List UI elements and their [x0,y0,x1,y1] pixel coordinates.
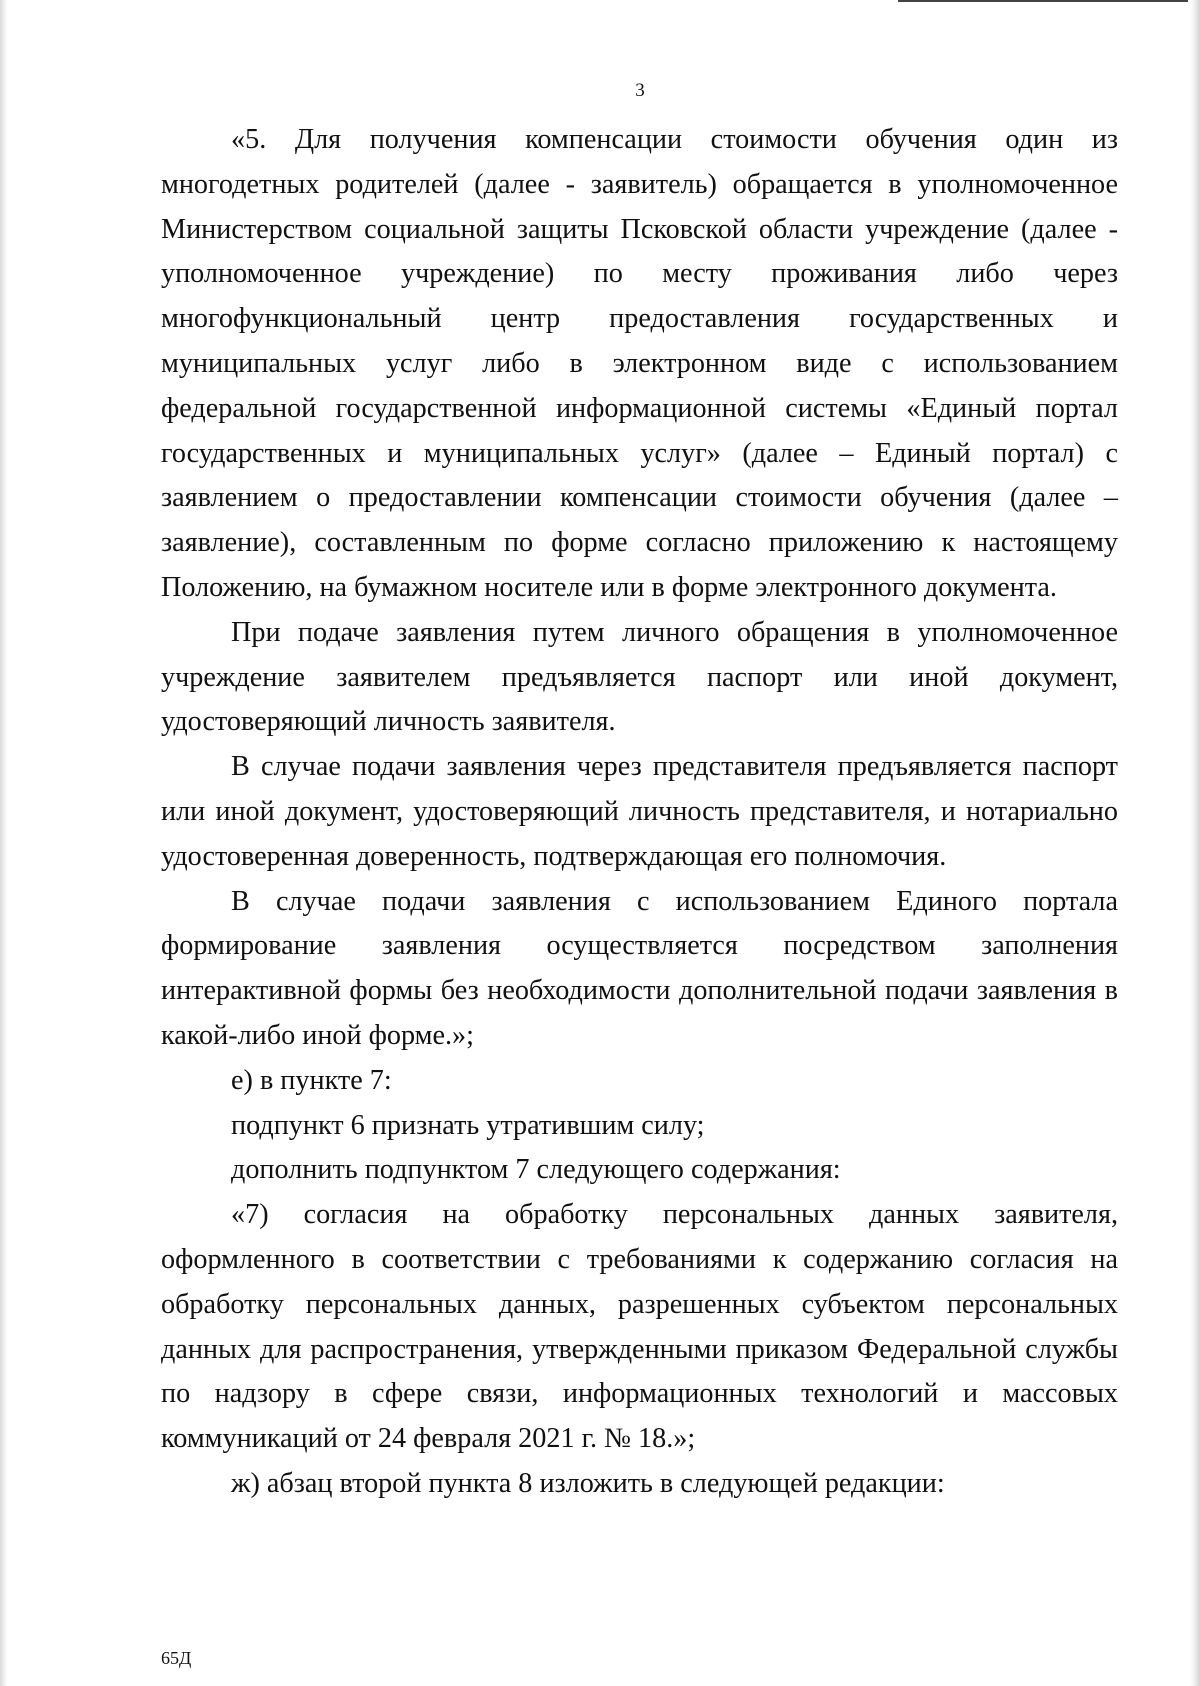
footer-code: 65Д [161,1648,192,1668]
paragraph-personal-application: При подаче заявления путем личного обращения в уполномоченное учреждение заявителем предъявляется паспорт или иной документ, удостоверяющий личность заявителя. [161,616,1118,738]
paragraph-subitem-e: е) в пункте 7: [231,1064,392,1096]
scan-edge-left [0,0,8,1686]
paragraph-portal-application: В случае подачи заявления с использованием Единого портала формирование заявления осуществляется посредством заполнения интерактивной формы без необходимости дополнительной подачи заявления в какой-либо иной форме.»; [161,885,1118,1051]
paragraph-subpoint-7-text: «7) согласия на обработку персональных данных заявителя, оформленного в соответствии с требованиями к содержанию согласия на обработку персональных данных, разрешенных субъектом персональных данных для распространения, утвержденными приказом Федеральной службы по надзору в сфере связи, информационных технологий и массовых коммуникаций от 24 февраля 2021 г. № 18.»; [161,1199,1118,1455]
scan-top-line [898,0,1188,2]
paragraph-item-5: «5. Для получения компенсации стоимости обучения один из многодетных родителей (далее - заявитель) обращается в уполномоченное Министерством социальной защиты Псковской области учреждение (далее - уполномоченное учреждение) по месту проживания либо через многофункциональный центр предоставления государственных и муниципальных услуг либо в электронном виде с использованием федеральной государственной информационной системы «Единый портал государственных и муниципальных услуг» (далее – Единый портал) с заявлением о предоставлении компенсации стоимости обучения (далее – заявление), составленным по форме согласно приложению к настоящему Положению, на бумажном носителе или в форме электронного документа. [161,124,1118,603]
paragraph-subitem-zh: ж) абзац второй пункта 8 изложить в следующей редакции: [231,1467,945,1499]
page-number: 3 [635,80,645,101]
paragraph-add-subpoint-7: дополнить подпунктом 7 следующего содержания: [231,1154,841,1186]
paragraph-representative-application: В случае подачи заявления через представителя предъявляется паспорт или иной документ, удостоверяющий личность представителя, и нотариально удостоверенная доверенность, подтверждающая его полномочия. [161,751,1118,872]
document-body [161,118,1118,1507]
scan-edge-right [1190,0,1200,1686]
paragraph-subpoint-6-void: подпункт 6 признать утратившим силу; [231,1109,705,1141]
